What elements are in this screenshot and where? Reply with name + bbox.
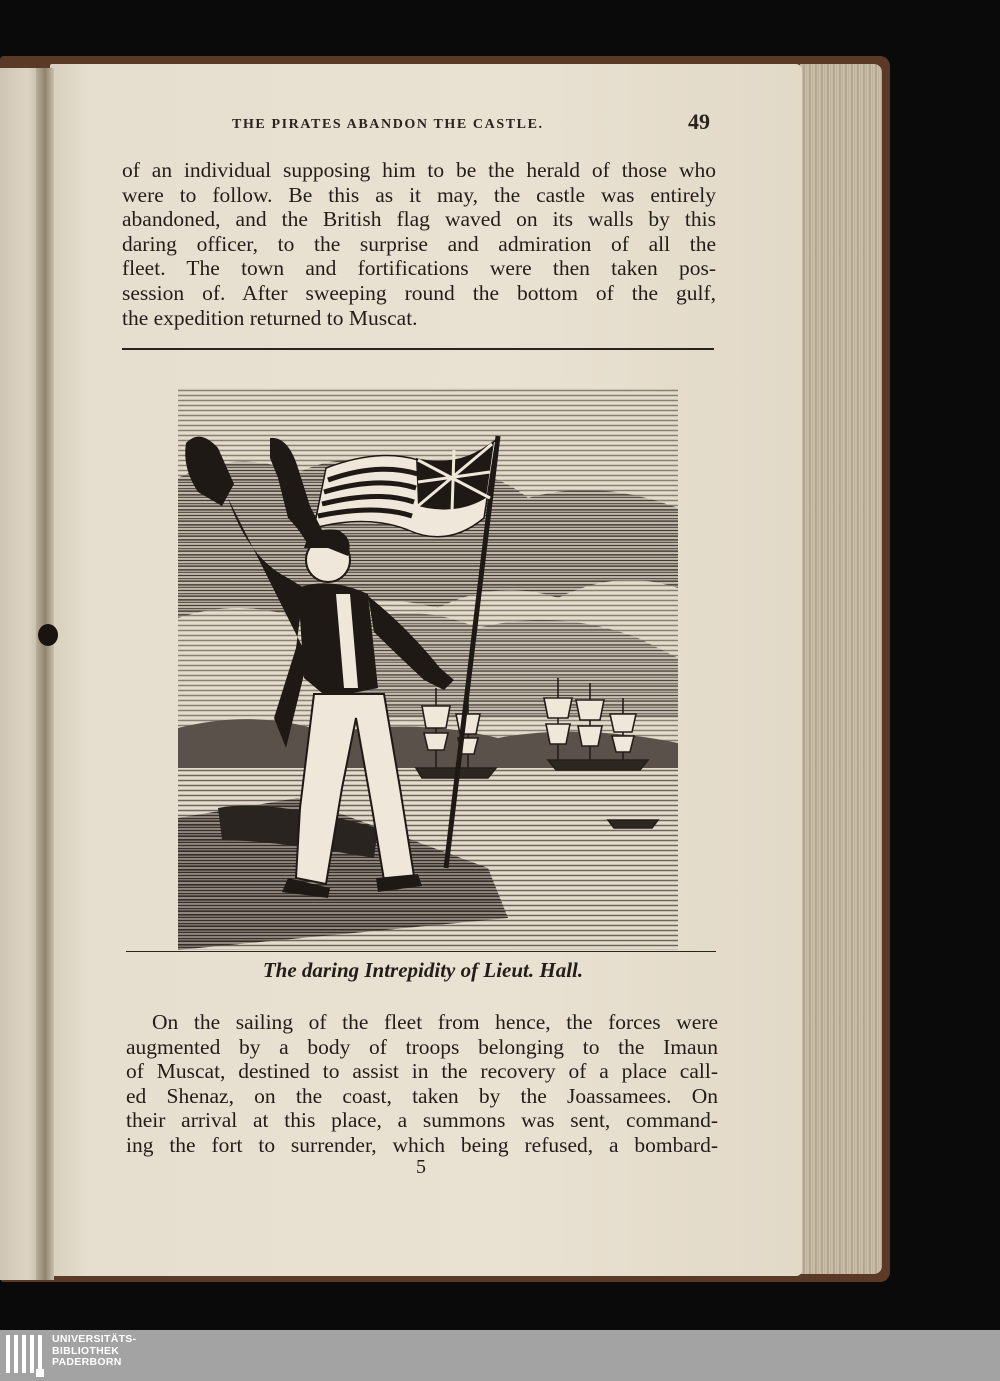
page-edges — [800, 64, 882, 1274]
text-line: augmented by a body of troops belonging to the Imaun — [126, 1034, 718, 1059]
book-gutter — [36, 68, 54, 1280]
text-line: fleet. The town and fortifications were then taken pos- — [122, 256, 716, 281]
text-line: were to follow. Be this as it may, the castle was entirely — [122, 182, 716, 207]
text-line: abandoned, and the British flag waved on its walls by this — [122, 207, 716, 232]
logo-line: BIBLIOTHEK — [52, 1344, 120, 1357]
binding-hole — [38, 624, 58, 646]
bottom-paragraph — [126, 1010, 718, 1158]
page-number: 49 — [688, 109, 710, 134]
library-logo-icon — [4, 1333, 44, 1379]
text-line: session of. After sweeping round the bottom of the gulf, — [122, 280, 716, 305]
library-logo-text — [52, 1334, 136, 1369]
text-line: ed Shenaz, on the coast, taken by the Joassamees. On — [126, 1083, 718, 1108]
logo-line: UNIVERSITÄTS- — [52, 1333, 137, 1345]
text-line: of an individual supposing him to be the herald of those who — [122, 158, 716, 182]
text-line: On the sailing of the fleet from hence, the forces were — [152, 1010, 718, 1034]
rule-bottom — [126, 951, 716, 952]
text-line: of Muscat, destined to assist in the recovery of a place call- — [126, 1059, 718, 1084]
text-line: the expedition returned to Muscat. — [122, 305, 418, 330]
top-paragraph — [122, 158, 716, 330]
text-line: daring officer, to the surprise and admiration of all the — [122, 231, 716, 256]
library-footer — [0, 1330, 1000, 1381]
text-line: their arrival at this place, a summons was sent, command- — [126, 1108, 718, 1133]
signature-mark: 5 — [416, 1156, 426, 1178]
illustration-caption: The daring Intrepidity of Lieut. Hall. — [262, 958, 584, 982]
running-head: THE PIRATES ABANDON THE CASTLE. — [232, 117, 544, 132]
text-line: ing the fort to surrender, which being refused, a bombard- — [126, 1132, 718, 1157]
engraving-illustration — [178, 388, 678, 950]
logo-line: PADERBORN — [52, 1356, 122, 1368]
rule-top — [122, 348, 714, 350]
